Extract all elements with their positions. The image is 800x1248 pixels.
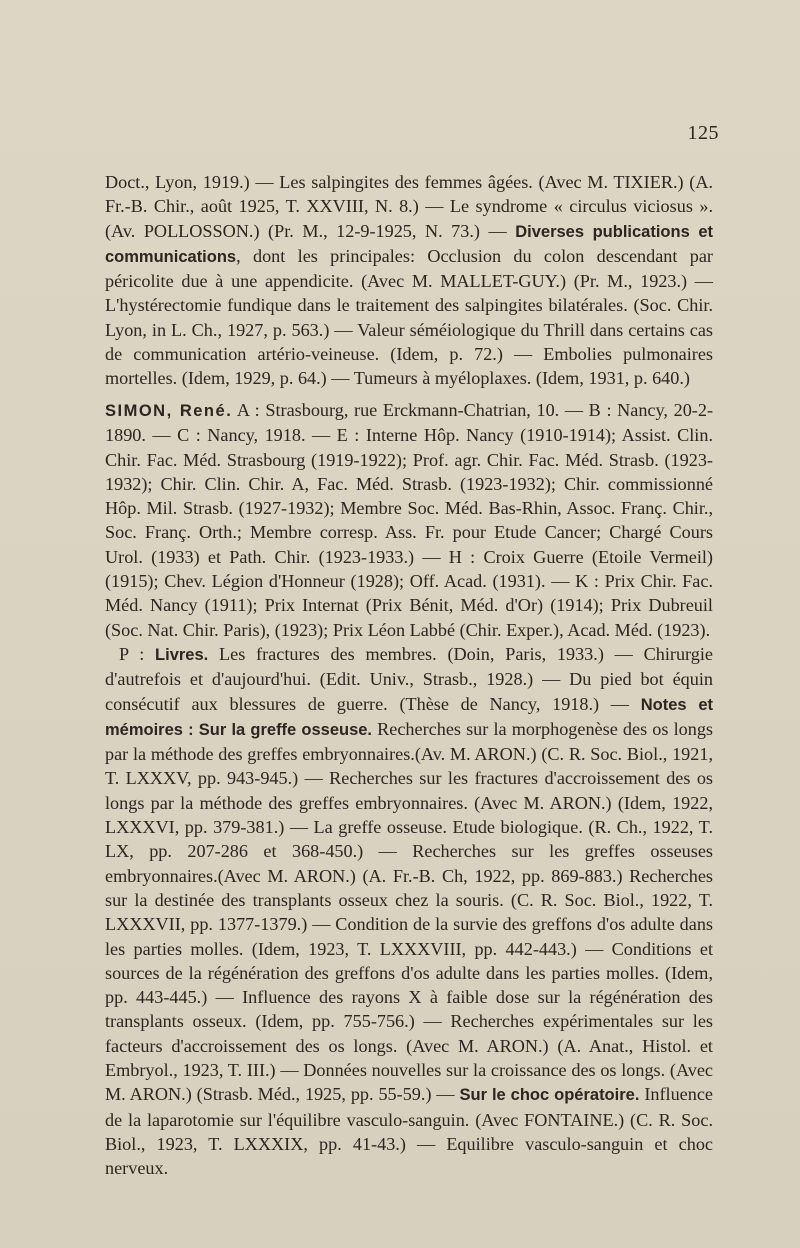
bio-text: A : Strasbourg, rue Erckmann-Chatrian, 10. — B : Nancy, 20-2-1890. — C : Nancy, 1918. — E : Interne Hôp. Nancy (1910-1914); Assist. Clin. Chir. Fac. Méd. Strasbourg (1919-1922); Prof. agr. Chir. Fac. Méd. Strasb. (1923-1932); Chir. Clin. Chir. A, Fac. Méd. Strasb. (1923-1932); Chir. commissionné Hôp. Mil. Strasb. (1927-1932); Membre Soc. Méd. Bas-Rhin, Assoc. Franç. Chir., Soc. Franç. Orth.; Membre corresp. Ass. Fr. pour Etude Cancer; Chargé Cours Urol. (1933) et Path. Chir. (1923-1933.) — H : Croix Guerre (Etoile Vermeil) (1915); Chev. Légion d'Honneur (1928); Off. Acad. (1931). — K : Prix Chir. Fac. Méd. Nancy (1911); Prix Internat (Prix Bénit, Méd. d'Or) (1914); Prix Dubreuil (Soc. Nat. Chir. Paris), (1923); Prix Léon Labbé (Chir. Exper.), Acad. Méd. (1923). (105, 400, 713, 640)
publications-paragraph (105, 642, 713, 1181)
bio-paragraph (105, 398, 713, 642)
section-heading: Notes et mémoires : Sur la greffe osseuse. (105, 695, 713, 739)
section-heading: Livres. (155, 645, 209, 664)
publications-text: Recherches sur la morphogenèse des os longs par la méthode des greffes embryonnaires.(Av. M. ARON.) (C. R. Soc. Biol., 1921, T. LXXXV, pp. 943-945.) — Recherches sur les fractures d'accroissement des os longs par la méthode des greffes embryonnaires. (Avec M. ARON.) (Idem, 1922, LXXXVI, pp. 379-381.) — La greffe osseuse. Etude biologique. (R. Ch., 1922, T. LX, pp. 207-286 et 368-450.) — Recherches sur les greffes osseuses embryonnaires.(Avec M. ARON.) (A. Fr.-B. Ch, 1922, pp. 869-883.) Recherches sur la destinée des transplants osseux chez la souris. (C. R. Soc. Biol., 1922, T. LXXXVII, pp. 1377-1379.) — Condition de la survie des greffons d'os adulte dans les parties molles. (Idem, 1923, T. LXXXVIII, pp. 442-443.) — Conditions et sources de la régénération des greffons d'os adulte dans les parties molles. (Idem, pp. 443-445.) — Influence des rayons X à faible dose sur la régénération des transplants osseux. (Idem, pp. 755-756.) — Recherches expérimentales sur les facteurs d'accroissement des os longs. (Avec M. ARON.) (A. Anat., Histol. et Embryol., 1923, T. III.) — Données nouvelles sur la croissance des os longs. (Avec M. ARON.) (Strasb. Méd., 1925, pp. 55-59.) — (105, 718, 714, 1105)
section-heading: Sur le choc opératoire. (459, 1086, 640, 1105)
entry-simon (105, 398, 713, 1181)
page-number: 125 (687, 122, 719, 144)
entry-continuation (105, 170, 713, 391)
entry-text: , dont les principales: Occlusion du colon descendant par péricolite due à une appendicite. (Avec M. MALLET-GUY.) (Pr. M., 1923.) — L'hystérectomie fundique dans le traitement des salpingites bilatérales. (Soc. Chir. Lyon, in L. Ch., 1927, p. 563.) — Valeur séméiologique du Thrill dans certains cas de communication artério-veineuse. (Idem, p. 72.) — Embolies pulmonaires mortelles. (Idem, 1929, p. 64.) — Tumeurs à myéloplaxes. (Idem, 1931, p. 640.) (105, 245, 713, 389)
publications-text: Influence de la laparotomie sur l'équilibre vasculo-sanguin. (Avec FONTAINE.) (C. R. Soc. Biol., 1923, T. LXXXIX, pp. 41-43.) — Equilibre vasculo-sanguin et choc nerveux. (105, 1084, 713, 1179)
publications-text: Les fractures des membres. (Doin, Paris, 1933.) — Chirurgie d'autrefois et d'aujourd'hui. (Edit. Univ., Strasb., 1928.) — Du pied bot équin consécutif aux blessures de guerre. (Thèse de Nancy, 1918.) — (105, 643, 713, 714)
entry-paragraph (105, 170, 713, 391)
section-heading: Diverses publications et communications (105, 222, 713, 266)
entry-text: Doct., Lyon, 1919.) — Les salpingites des femmes âgées. (Avec M. TIXIER.) (A. Fr.-B. Chir., août 1925, T. XXVIII, N. 8.) — Le syndrome « circulus viciosus ». (Av. POLLOSSON.) (Pr. M., 12-9-1925, N. 73.) — (105, 172, 713, 241)
person-name: SIMON, René. (105, 402, 233, 420)
publications-prefix: P : (119, 643, 156, 664)
